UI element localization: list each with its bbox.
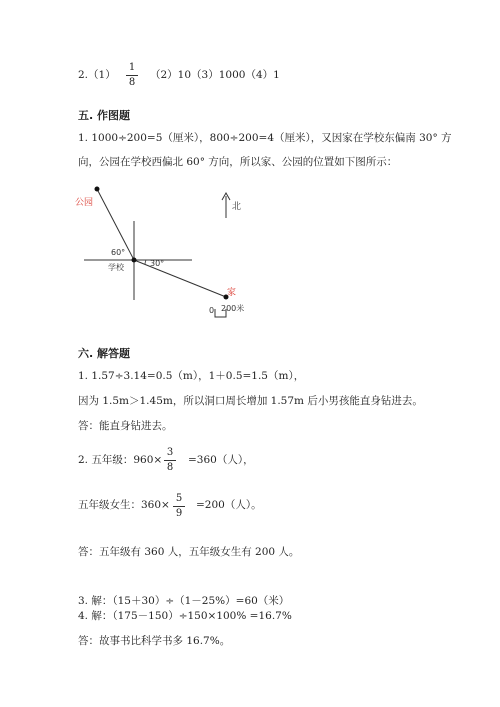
q2-prefix: 2.（1） <box>78 69 116 81</box>
fraction-denominator: 8 <box>166 462 174 473</box>
angle-30-label: 30° <box>150 259 165 268</box>
q2b-line-prefix: 五年级女生：360× <box>78 499 170 511</box>
fraction-five-ninths <box>173 493 185 520</box>
school-label: 学校 <box>108 263 124 272</box>
q2b-line-suffix: =200（人）。 <box>196 499 262 511</box>
q2-rest: （2）10（3）1000（4）1 <box>150 69 280 81</box>
fraction-bar <box>164 460 176 461</box>
fraction-denominator: 8 <box>128 77 136 88</box>
north-label: 北 <box>232 202 242 212</box>
q1-line1: 1. 1.57÷3.14=0.5（m），1＋0.5=1.5（m）， <box>78 370 305 382</box>
park-label: 公园 <box>75 198 94 208</box>
q2-line-prefix: 2. 五年级：960× <box>78 454 163 466</box>
home-label: 家 <box>227 288 237 298</box>
q3-line: 3. 解：（15＋30）÷（1－25%）=60（米） <box>78 595 290 607</box>
section5-title: 五. 作图题 <box>78 109 131 122</box>
park-point <box>95 187 100 192</box>
angle-60-label: 60° <box>111 248 126 257</box>
fraction-bar <box>173 506 185 507</box>
q4-line: 4. 解：（175－150）÷150×100% =16.7% <box>78 610 292 622</box>
q4-answer: 答：故事书比科学书多 16.7%。 <box>78 635 231 647</box>
fraction-numerator: 5 <box>175 493 183 504</box>
scale-end-label: 200米 <box>221 304 245 313</box>
q2-answer: 答：五年级有 360 人，五年级女生有 200 人。 <box>78 546 300 558</box>
fraction-denominator: 9 <box>175 508 183 519</box>
fraction-numerator: 1 <box>128 62 136 73</box>
scale-zero-label: 0 <box>209 306 215 315</box>
home-line <box>134 260 226 297</box>
q1-line2: 因为 1.5m＞1.45m，所以洞口周长增加 1.57m 后小男孩能直身钻进去。 <box>78 395 423 407</box>
fraction-three-eighths <box>164 447 176 474</box>
section5-line2: 向，公园在学校西偏北 60° 方向，所以家、公园的位置如下图所示： <box>78 156 398 168</box>
section6-title: 六. 解答题 <box>78 347 131 360</box>
section5-line1: 1. 1000÷200=5（厘米），800÷200=4（厘米），又因家在学校东偏南 30° 方 <box>78 132 452 144</box>
fraction-numerator: 3 <box>166 447 174 458</box>
angle-30-arc <box>145 260 146 264</box>
q1-answer: 答：能直身钻进去。 <box>78 420 173 432</box>
school-point <box>132 258 137 263</box>
q2-line-suffix: =360（人）， <box>188 454 254 466</box>
